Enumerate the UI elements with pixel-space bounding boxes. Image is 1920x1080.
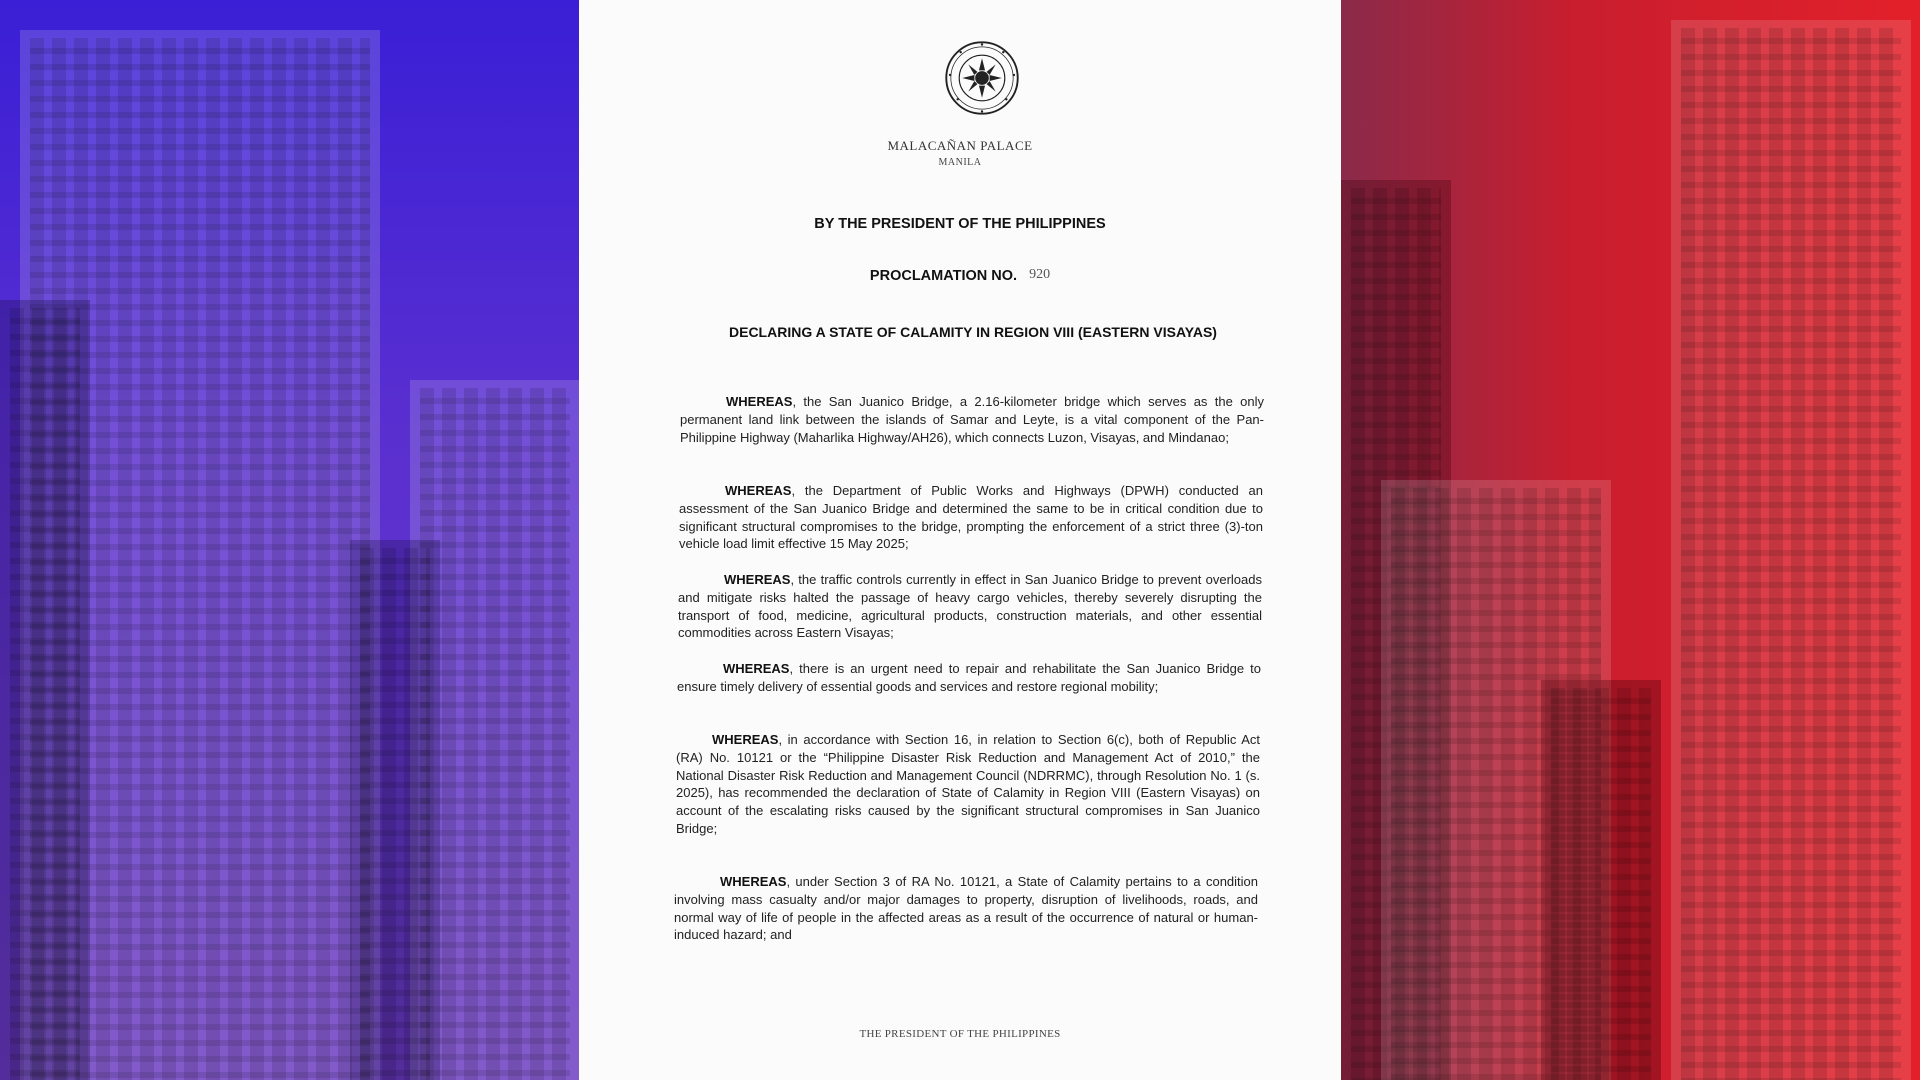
byline: BY THE PRESIDENT OF THE PHILIPPINES: [814, 216, 1106, 232]
whereas-paragraph-3: [678, 571, 1262, 642]
page-footer: THE PRESIDENT OF THE PHILIPPINES: [859, 1028, 1061, 1040]
whereas-lead: WHEREAS: [723, 661, 790, 676]
whereas-lead: WHEREAS: [725, 483, 792, 498]
building: [1671, 20, 1911, 1080]
proclamation-title: DECLARING A STATE OF CALAMITY IN REGION VIII (EASTERN VISAYAS): [729, 324, 1217, 340]
building: [0, 300, 90, 1080]
whereas-paragraph-6: [674, 873, 1258, 944]
paragraph-text: , the San Juanico Bridge, a 2.16-kilometer bridge which serves as the only permanent land link between the islands of Samar and Leyte, is a vital component of the Pan-Philippine Highway (Maharlika Highway/AH26), which connects Luzon, Visayas, and Mindanao;: [680, 394, 1264, 445]
palace-heading: MALACAÑAN PALACE: [887, 138, 1033, 153]
whereas-lead: WHEREAS: [720, 874, 787, 889]
whereas-paragraph-1: [680, 393, 1264, 446]
paragraph-text: , there is an urgent need to repair and rehabilitate the San Juanico Bridge to ensure timely delivery of essential goods and services and restore regional mobility;: [677, 661, 1261, 694]
whereas-lead: WHEREAS: [724, 572, 791, 587]
whereas-lead: WHEREAS: [712, 732, 779, 747]
paragraph-text: , the traffic controls currently in effect in San Juanico Bridge to prevent overloads and mitigate risks halted the passage of heavy cargo vehicles, thereby severely disrupting the transport of food, medicine, agricultural products, construction materials, and other essential commodities across Eastern Visayas;: [678, 572, 1262, 641]
proclamation-label: PROCLAMATION NO.: [869, 268, 1018, 284]
building: [350, 540, 440, 1080]
whereas-paragraph-2: [679, 482, 1263, 553]
presidential-seal-icon: [944, 40, 1020, 116]
paragraph-text: , the Department of Public Works and Highways (DPWH) conducted an assessment of the San Juanico Bridge and determined the same to be in critical condition due to significant structural compromises to the bridge, prompting the enforcement of a strict three (3)-ton vehicle load limit effective 15 May 2025;: [679, 483, 1263, 552]
whereas-paragraph-5: [676, 731, 1260, 838]
city-subheading: MANILA: [938, 157, 982, 168]
proclamation-number: 920: [1029, 267, 1051, 282]
whereas-paragraph-4: [677, 660, 1261, 696]
paragraph-text: , under Section 3 of RA No. 10121, a State of Calamity pertains to a condition involving mass casualty and/or major damages to property, disruption of livelihoods, roads, and normal way of life of people in the affected areas as a result of the occurrence of natural or human-induced hazard; and: [674, 874, 1258, 943]
proclamation-number-line: [579, 268, 1341, 285]
left-background-cityscape: [0, 0, 579, 1080]
paragraph-text: , in accordance with Section 16, in relation to Section 6(c), both of Republic Act (RA) No. 10121 or the “Philippine Disaster Risk Reduction and Management Act of 2010,” the National Disaster Risk Reduction and Management Council (NDRRMC), through Resolution No. 1 (s. 2025), has recommended the declaration of State of Calamity in Region VIII (Eastern Visayas) on account of the escalating risks caused by the significant structural compromises in San Juanico Bridge;: [676, 732, 1260, 836]
building: [1541, 680, 1661, 1080]
right-background-cityscape: [1341, 0, 1920, 1080]
whereas-lead: WHEREAS: [726, 394, 793, 409]
